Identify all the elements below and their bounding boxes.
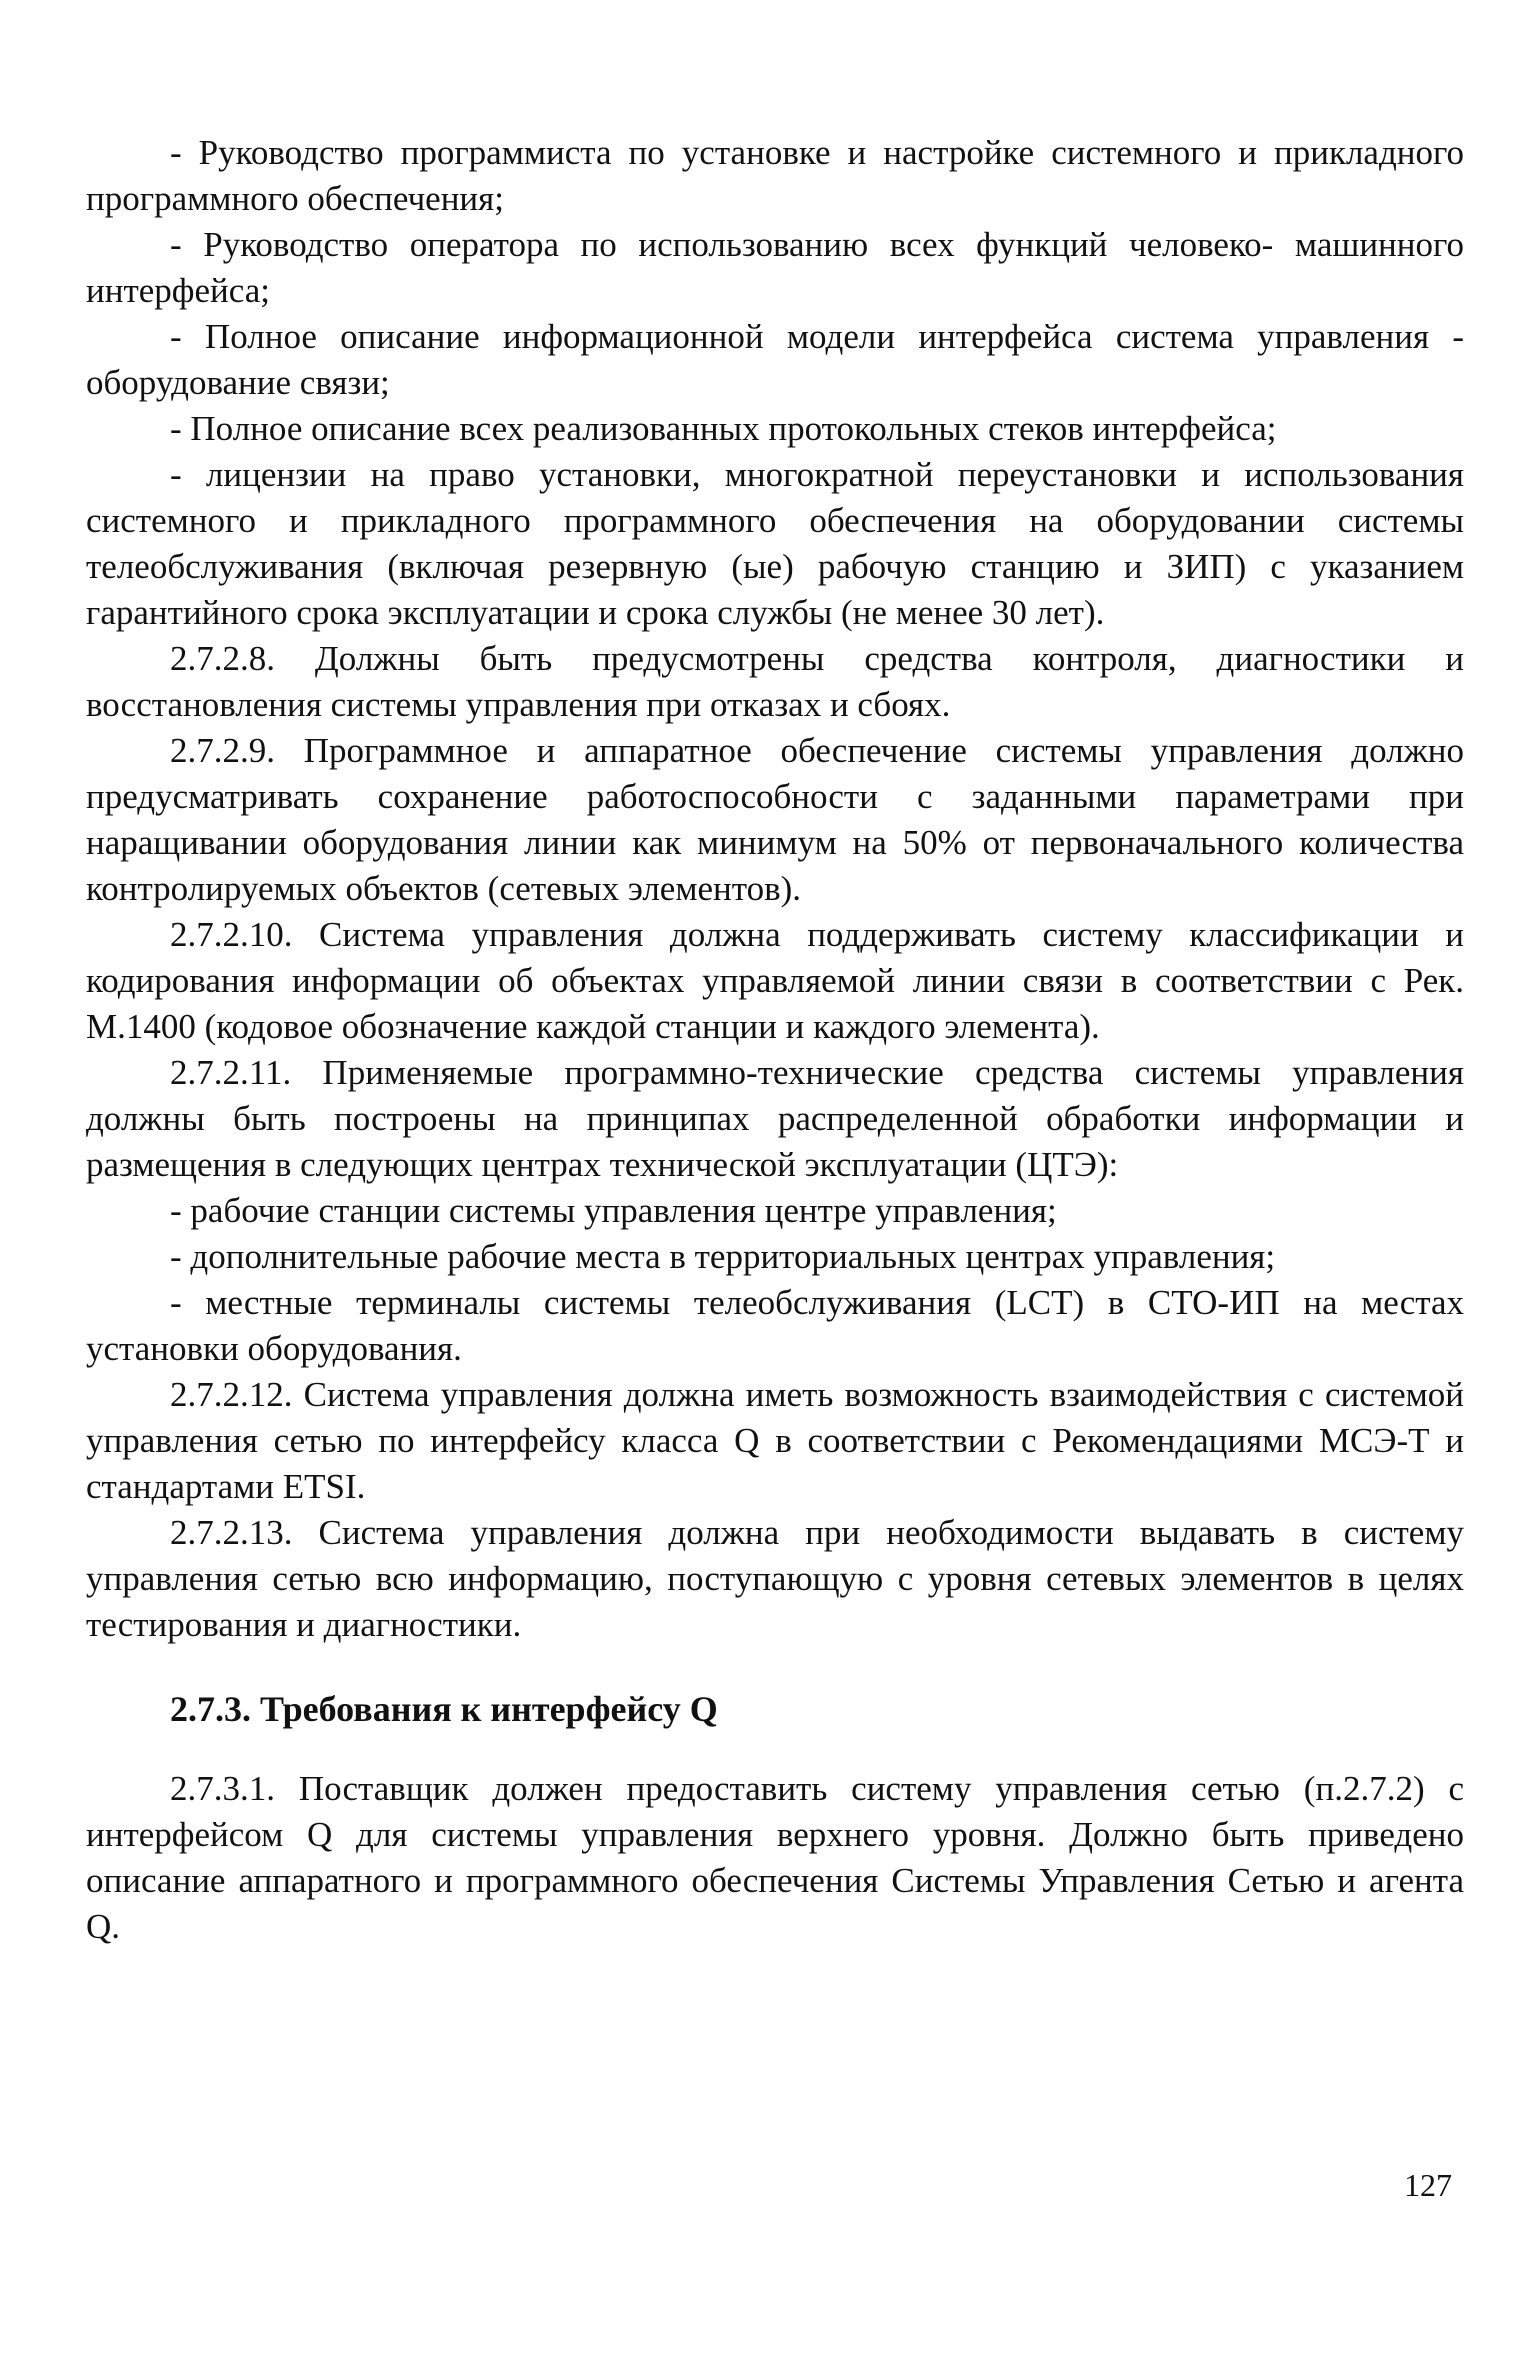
bullet-additional-workplaces: - дополнительные рабочие места в территориальных центрах управления; <box>170 1237 1276 1276</box>
clause-2-7-2-8: 2.7.2.8. Должны быть предусмотрены средства контроля, диагностики и восстановления системы управления при отказах и сбоях. <box>86 639 1464 724</box>
clause-2-7-2-10: 2.7.2.10. Система управления должна поддерживать систему классификации и кодирования информации об объектах управляемой линии связи в соответствии с Рек. М.1400 (кодовое обозначение каждой станции и каждого элемента). <box>86 915 1464 1046</box>
clause-2-7-2-9: 2.7.2.9. Программное и аппаратное обеспечение системы управления должно предусматривать сохранение работоспособности с заданными параметрами при наращивании оборудования линии как минимум на 50% от первоначального количества контролируемых объектов (сетевых элементов). <box>86 731 1464 908</box>
bullet-programmer-guide: - Руководство программиста по установке и настройке системного и прикладного программного обеспечения; <box>86 133 1464 218</box>
clause-2-7-2-11: 2.7.2.11. Применяемые программно-технические средства системы управления должны быть построены на принципах распределенной обработки информации и размещения в следующих центрах технической эксплуатации (ЦТЭ): <box>86 1053 1464 1184</box>
bullet-licenses: - лицензии на право установки, многократной переустановки и использования системного и прикладного программного обеспечения на оборудовании системы телеобслуживания (включая резервную (ые) рабочую станцию и ЗИП) с указанием гарантийного срока эксплуатации и срока службы (не менее 30 лет). <box>86 455 1464 632</box>
bullet-protocol-stacks: - Полное описание всех реализованных протокольных стеков интерфейса; <box>170 409 1277 448</box>
bullet-local-terminals: - местные терминалы системы телеобслуживания (LCT) в СТО-ИП на местах установки оборудования. <box>86 1283 1464 1368</box>
bullet-workstations: - рабочие станции системы управления центре управления; <box>170 1191 1057 1230</box>
bullet-operator-guide: - Руководство оператора по использованию всех функций человеко- машинного интерфейса; <box>86 225 1464 310</box>
section-heading: 2.7.3. Требования к интерфейсу Q <box>170 1689 718 1729</box>
clause-2-7-2-13: 2.7.2.13. Система управления должна при необходимости выдавать в систему управления сетью всю информацию, поступающую с уровня сетевых элементов в целях тестирования и диагностики. <box>86 1513 1464 1644</box>
clause-2-7-3-1: 2.7.3.1. Поставщик должен предоставить систему управления сетью (п.2.7.2) с интерфейсом Q для системы управления верхнего уровня. Должно быть приведено описание аппаратного и программного обеспечения Системы Управления Сетью и агента Q. <box>86 1769 1464 1946</box>
document-page <box>86 130 1464 1950</box>
page-number: 127 <box>1404 2167 1452 2203</box>
clause-2-7-2-12: 2.7.2.12. Система управления должна иметь возможность взаимодействия с системой управления сетью по интерфейсу класса Q в соответствии с Рекомендациями МСЭ-Т и стандартами ETSI. <box>86 1375 1464 1506</box>
bullet-info-model: - Полное описание информационной модели интерфейса система управления - оборудование связи; <box>86 317 1464 402</box>
